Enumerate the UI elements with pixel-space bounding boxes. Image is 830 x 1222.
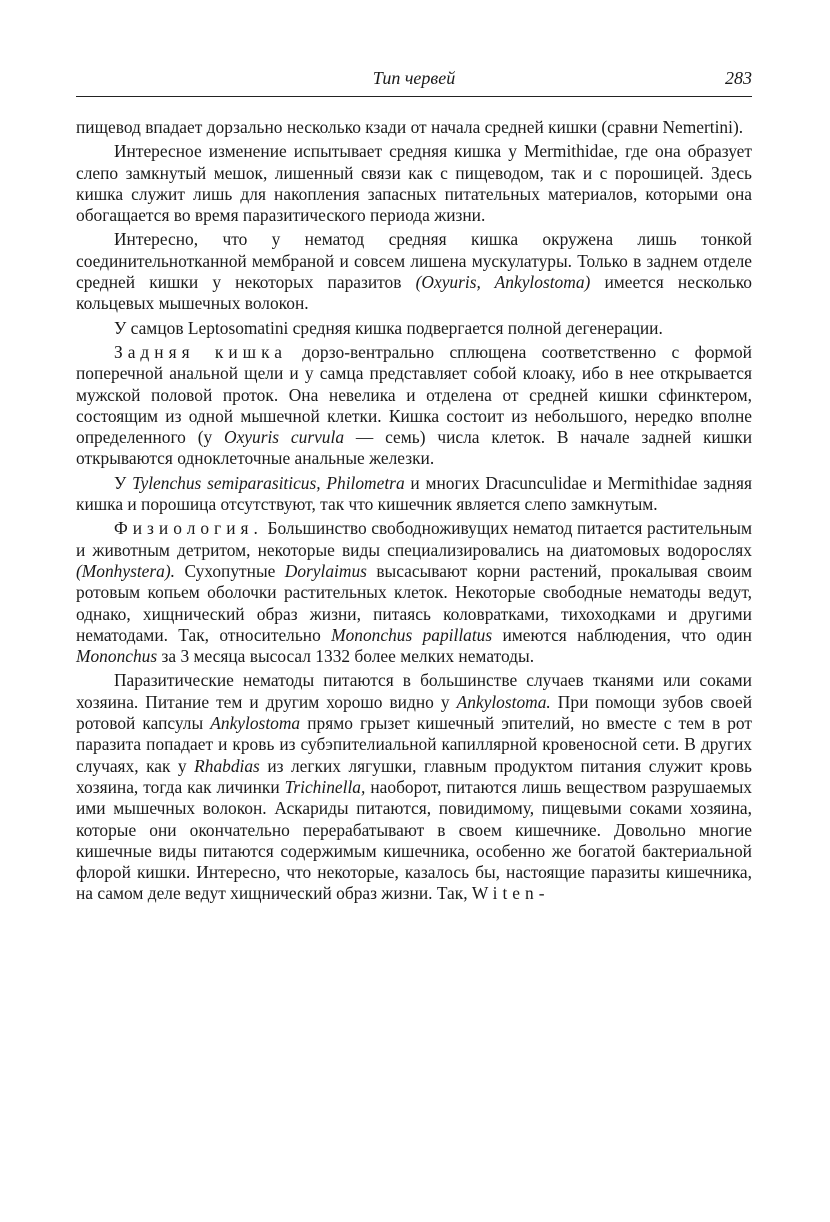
running-title: Тип червей: [372, 68, 456, 88]
text-run: При помощи зубов своей ротовой капсулы: [76, 691, 752, 734]
taxon-name: Dorylaimus: [284, 560, 367, 581]
text-run: и многих Dracunculidae и Mermithidae задняя кишка и порошица отсутствуют, так что кишечник является слепо замкнутым.: [76, 472, 752, 515]
text-run: прямо грызет кишечный эпителий, но вместе с тем в рот паразита попадает и кровь из субэпителиальной капиллярной кровеносной сети. В других случаях, как у: [76, 713, 752, 776]
text-run: Сухопутные: [175, 560, 285, 581]
taxon-name: Rhabdias: [194, 755, 260, 776]
spaced-name: Witen-: [471, 883, 550, 904]
spaced-heading: Задняя кишка: [114, 341, 287, 362]
paragraph: [76, 141, 752, 226]
text-run: У самцов Leptosomatini средняя кишка подвергается полной дегенерации.: [114, 317, 663, 338]
text-run: Большинство свободноживущих нематод питается растительным и животным детритом, некоторые виды специализировались на диатомовых водорослях: [76, 518, 752, 560]
taxon-name: (Oxyuris, Ankylostoma): [415, 272, 591, 293]
spaced-heading: Физиология.: [114, 518, 263, 539]
paragraph: [76, 229, 752, 314]
text-run: дорзо-вентрально сплющена соответственно с формой поперечной анальной щели и у самца представляет собой клоаку, ибо в нее открывается мужской половой проток. Она невелика и отделена от средней кишки сфинктером, состоящим из одной мышечной клетки. Кишка состоит из небольшого, нередко вполне определенного (у: [76, 341, 752, 448]
header-rule: [76, 96, 752, 97]
text-run: высасывают корни растений, прокалывая своим ротовым копьем оболочки растительных клеток. Некоторые свободные нематоды ведут, однако, хищнический образ жизни, питаясь коловратками, тихоходками и другими нематодами. Так, относительно: [76, 560, 752, 645]
paragraph: [76, 117, 752, 138]
taxon-name: Mononchus: [76, 646, 158, 667]
taxon-name: Ankylostoma: [210, 713, 301, 734]
text-run: наоборот, питаются лишь веществом разрушаемых ими мышечных волокон. Аскариды питаются, повидимому, пищевыми соками хозяина, которые они окончательно перерабатывают в своем кишечнике. Довольно многие кишечные виды питаются содержимым кишечника, особенно же богатой бактериальной флорой кишки. Интересно, что некоторые, казалось бы, настоящие паразиты кишечника, на самом деле ведут хищнический образ жизни. Так,: [76, 776, 752, 904]
text-run: Интересное изменение испытывает средняя кишка у Mermithidae, где она образует слепо замкнутый мешок, лишенный связи как с пищеводом, так и с порошицей. Здесь кишка служит лишь для накопления запасных питательных материалов, которыми она обогащается во время паразитического периода жизни.: [76, 141, 752, 226]
taxon-name: (Monhystera).: [76, 560, 176, 581]
taxon-name: Trichinella,: [284, 776, 366, 797]
text-run: пищевод впадает дорзально несколько кзади от начала средней кишки (сравни Nemertini).: [76, 117, 744, 137]
paragraph: [76, 342, 752, 470]
paragraph: [76, 473, 752, 516]
page-number: 283: [725, 68, 752, 88]
taxon-name: Oxyuris curvula: [224, 427, 345, 448]
page-header: [76, 66, 752, 96]
taxon-name: Ankylostoma.: [456, 691, 551, 712]
text-run: из легких лягушки, главным продуктом питания служит кровь хозяина, тогда как личинки: [76, 755, 752, 797]
taxon-name: Mononchus papillatus: [331, 624, 493, 645]
text-run: У: [114, 472, 133, 493]
taxon-name: Tylenchus semiparasiticus, Philometra: [132, 472, 405, 493]
paragraph: [76, 670, 752, 904]
paragraph: [76, 518, 752, 667]
text-run: имеются наблюдения, что один: [492, 624, 752, 645]
text-run: — семь) числа клеток. В начале задней кишки открываются одноклеточные анальные железки.: [76, 427, 752, 469]
paragraph: [76, 318, 752, 339]
body-text: [76, 117, 752, 908]
text-run: имеется несколько кольцевых мышечных волокон.: [76, 272, 753, 314]
text-run: Интересно, что у нематод средняя кишка окружена лишь тонкой соединительнотканной мембраной и совсем лишена мускулатуры. Только в заднем отделе средней кишки у некоторых паразитов: [76, 229, 752, 293]
text-run: за 3 месяца высосал 1332 более мелких нематоды.: [157, 646, 535, 667]
text-run: Паразитические нематоды питаются в большинстве случаев тканями или соками хозяина. Питание тем и другим хорошо видно у: [76, 670, 752, 712]
